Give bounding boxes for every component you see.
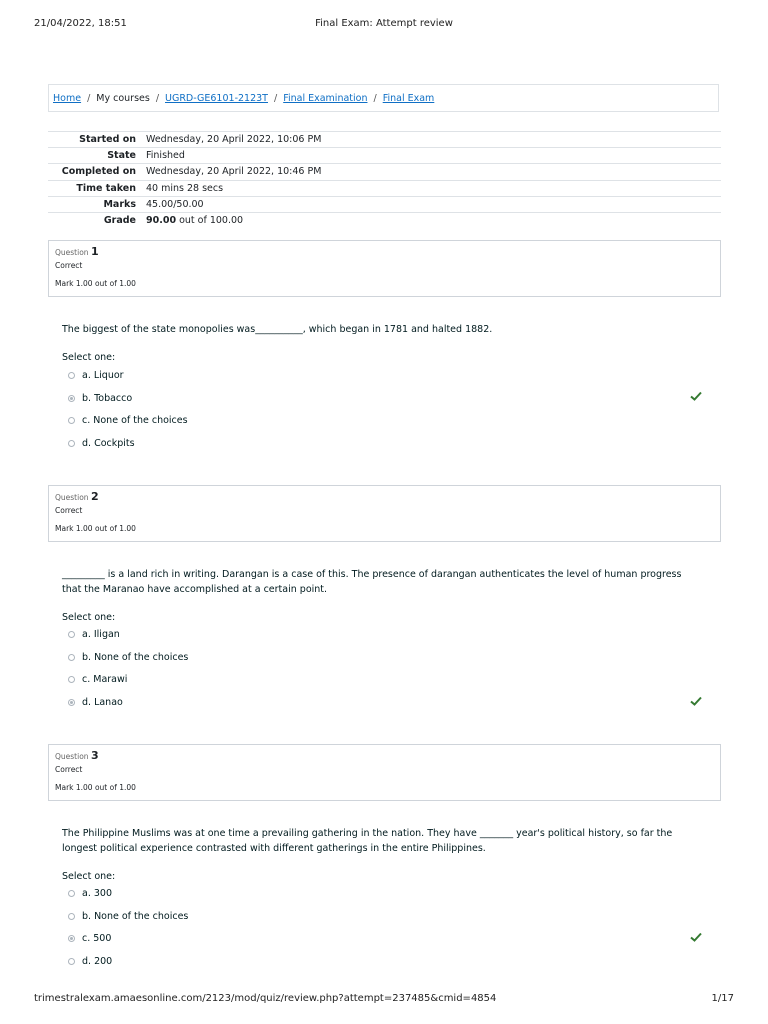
breadcrumb-separator: /: [273, 92, 278, 104]
summary-row-marks: [48, 196, 721, 212]
question-number-value: 1: [90, 245, 99, 258]
breadcrumb-separator: /: [87, 92, 91, 104]
answer-option[interactable]: [68, 911, 188, 922]
answer-option[interactable]: [68, 629, 120, 640]
grade-value: 90.00: [146, 215, 177, 227]
option-label: b. None of the choices: [82, 652, 189, 663]
breadcrumb-separator: /: [373, 92, 377, 104]
breadcrumb: [48, 84, 719, 112]
question-label: Question: [55, 752, 89, 761]
answer-option[interactable]: [68, 933, 111, 944]
breadcrumb-separator: /: [155, 92, 160, 104]
summary-row-time-taken: [48, 180, 721, 196]
option-label: b. None of the choices: [82, 911, 189, 922]
attempt-summary-table: [48, 131, 721, 228]
breadcrumb-quiz-link[interactable]: Final Exam: [382, 92, 435, 104]
option-label: d. Lanao: [82, 697, 123, 708]
print-url: trimestralexam.amaesonline.com/2123/mod/quiz/review.php?attempt=237485&cmid=4854: [34, 993, 497, 1004]
option-label: d. Cockpits: [82, 438, 135, 449]
summary-label: Marks: [103, 198, 136, 210]
correct-check-icon: [690, 391, 702, 401]
radio-button[interactable]: [68, 958, 75, 965]
question-info-box: [48, 744, 721, 801]
option-label: a. Iligan: [82, 629, 120, 640]
summary-value: 40 mins 28 secs: [146, 182, 224, 194]
select-one-label: Select one:: [62, 352, 116, 363]
summary-label: Completed on: [61, 166, 136, 178]
question-text: _________ is a land rich in writing. Darangan is a case of this. The presence of darangan authenticates the level of human progress that the Maranao have accomplished at a certain point.: [62, 569, 682, 595]
summary-value: 45.00/50.00: [146, 198, 204, 210]
summary-label: Time taken: [76, 182, 136, 194]
summary-label: Grade: [103, 215, 136, 227]
answer-option[interactable]: [68, 393, 132, 404]
radio-button[interactable]: [68, 654, 75, 661]
print-page-number: 1/17: [711, 993, 734, 1004]
radio-button[interactable]: [68, 890, 75, 897]
radio-button[interactable]: [68, 699, 75, 706]
summary-row-grade: [48, 212, 721, 228]
question-number: [55, 749, 714, 762]
answer-option[interactable]: [68, 888, 112, 899]
summary-row-completed: [48, 163, 721, 179]
question-grade: Mark 1.00 out of 1.00: [55, 279, 136, 288]
option-label: c. Marawi: [82, 674, 128, 685]
breadcrumb-home-link[interactable]: Home: [53, 92, 82, 104]
question-text: The Philippine Muslims was at one time a prevailing gathering in the nation. They have _______ year's political history, so far the longest political experience contrasted with different gatherings in the entire Philippines.: [62, 828, 673, 854]
question-number-value: 3: [90, 749, 99, 762]
print-header: [34, 18, 734, 32]
option-label: c. 500: [82, 933, 112, 944]
answer-option[interactable]: [68, 438, 135, 449]
question-number-value: 2: [90, 490, 99, 503]
summary-row-state: [48, 147, 721, 163]
question-label: Question: [55, 493, 89, 502]
answer-option[interactable]: [68, 697, 123, 708]
question-info-box: [48, 485, 721, 542]
question-info-box: [48, 240, 721, 297]
print-title: Final Exam: Attempt review: [315, 18, 453, 29]
question-state: Correct: [55, 261, 83, 270]
answer-option[interactable]: [68, 674, 127, 685]
summary-label: Started on: [79, 134, 136, 146]
question-number: [55, 490, 714, 503]
breadcrumb-course-link[interactable]: UGRD-GE6101-2123T: [165, 92, 268, 104]
breadcrumb-section-link[interactable]: Final Examination: [283, 92, 368, 104]
radio-button[interactable]: [68, 440, 75, 447]
question-state: Correct: [55, 765, 83, 774]
radio-button[interactable]: [68, 395, 75, 402]
answer-option[interactable]: [68, 652, 188, 663]
select-one-label: Select one:: [62, 612, 116, 623]
question-state: Correct: [55, 506, 83, 515]
question-number: [55, 245, 714, 258]
option-label: d. 200: [82, 956, 113, 967]
summary-value: Wednesday, 20 April 2022, 10:46 PM: [146, 166, 322, 178]
print-datetime: 21/04/2022, 18:51: [34, 18, 127, 29]
option-label: a. 300: [82, 888, 112, 899]
radio-button[interactable]: [68, 631, 75, 638]
answer-option[interactable]: [68, 370, 124, 381]
question-label: Question: [55, 248, 89, 257]
breadcrumb-my-courses: My courses: [96, 92, 150, 104]
option-label: a. Liquor: [82, 370, 124, 381]
summary-row-started: [48, 131, 721, 147]
correct-check-icon: [690, 696, 702, 706]
option-label: b. Tobacco: [82, 393, 133, 404]
question-grade: Mark 1.00 out of 1.00: [55, 524, 136, 533]
radio-button[interactable]: [68, 676, 75, 683]
option-label: c. None of the choices: [82, 415, 188, 426]
question-grade: Mark 1.00 out of 1.00: [55, 783, 136, 792]
summary-value: Wednesday, 20 April 2022, 10:06 PM: [146, 134, 322, 146]
answer-option[interactable]: [68, 415, 188, 426]
summary-label: State: [107, 150, 136, 162]
select-one-label: Select one:: [62, 871, 116, 882]
summary-value: Finished: [146, 150, 185, 162]
radio-button[interactable]: [68, 417, 75, 424]
answer-option[interactable]: [68, 956, 112, 967]
summary-value: [146, 215, 243, 226]
radio-button[interactable]: [68, 372, 75, 379]
radio-button[interactable]: [68, 935, 75, 942]
correct-check-icon: [690, 932, 702, 942]
radio-button[interactable]: [68, 913, 75, 920]
grade-out-of: out of 100.00: [176, 215, 244, 227]
question-text: The biggest of the state monopolies was__________, which began in 1781 and halted 1882.: [62, 324, 493, 335]
